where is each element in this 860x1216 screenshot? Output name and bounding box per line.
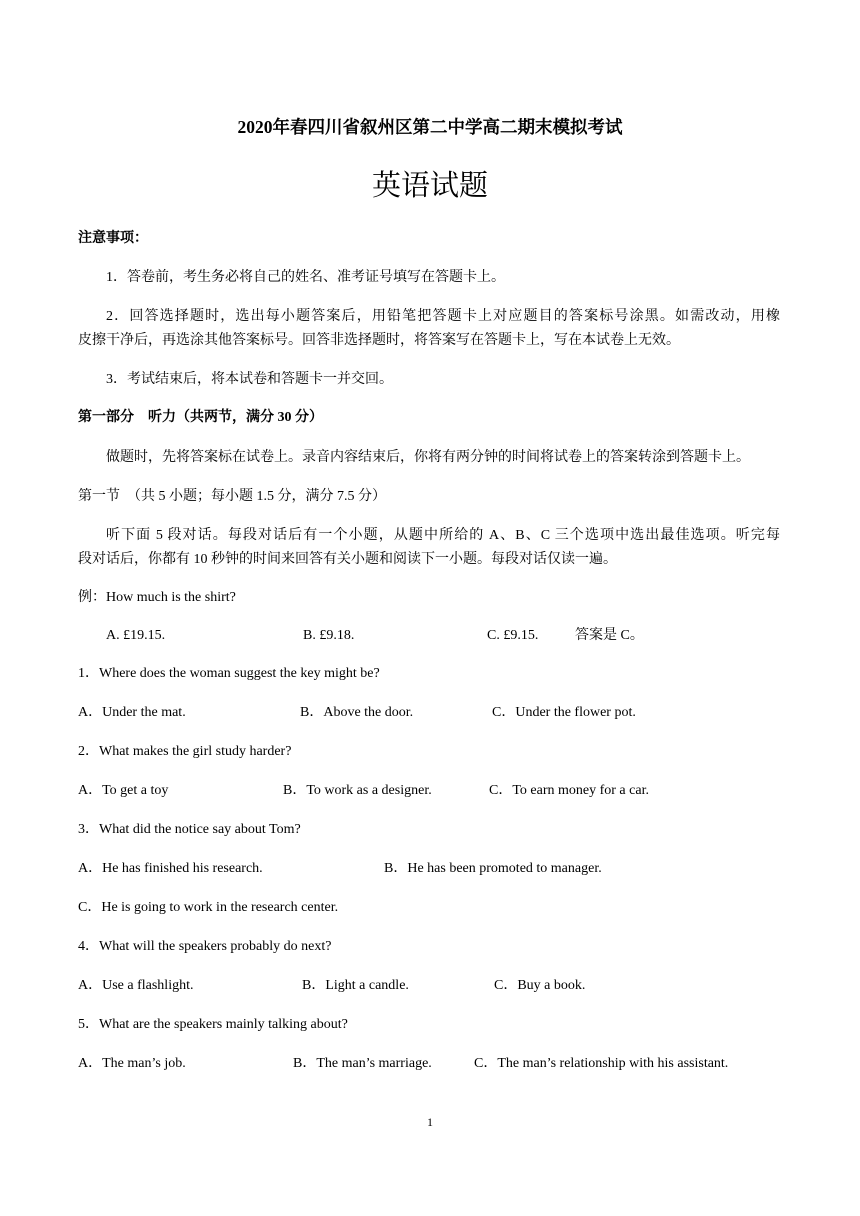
question-option: A．He has finished his research. [78, 861, 263, 876]
page-number: 1 [427, 1115, 433, 1129]
question-stem: 1．Where does the woman suggest the key might be? [78, 666, 380, 681]
notice-heading: 注意事项： [78, 231, 148, 246]
section1-instruction-line-2: 段对话后，你都有 10 秒钟的时间来回答有关小题和阅读下一小题。每段对话仅读一遍。 [78, 552, 617, 567]
question-option: C．He is going to work in the research center. [78, 900, 339, 915]
question-option: A．The man’s job. [78, 1056, 186, 1071]
question-option: B．Above the door. [300, 705, 414, 720]
question-option: B．He has been promoted to manager. [384, 861, 602, 876]
example-option-b: B. £9.18. [303, 628, 355, 643]
example-question: 例：How much is the shirt? [78, 590, 236, 605]
question-stem: 2．What makes the girl study harder? [78, 744, 292, 759]
notice-item-2-line-2: 皮擦干净后，再选涂其他答案标号。回答非选择题时，将答案写在答题卡上，写在本试卷上无效。 [78, 333, 680, 348]
question-option: A．Under the mat. [78, 705, 186, 720]
question-option: B．Light a candle. [302, 978, 409, 993]
question-option: C．To earn money for a car. [489, 783, 649, 798]
question-option: A．Use a flashlight. [78, 978, 194, 993]
question-option: B．To work as a designer. [283, 783, 432, 798]
section1-heading: 第一节 （共 5 小题；每小题 1.5 分，满分 7.5 分） [78, 489, 386, 504]
question-option: C．The man’s relationship with his assistant. [474, 1056, 729, 1071]
exam-subject-title: 英语试题 [371, 170, 488, 202]
question-option: A．To get a toy [78, 783, 169, 798]
notice-item-2-line-1: 2．回答选择题时，选出每小题答案后，用铅笔把答题卡上对应题目的答案标号涂黑。如需改动，用橡 [106, 309, 780, 324]
section1-instruction-line-1: 听下面 5 段对话。每段对话后有一个小题，从题中所给的 A、B、C 三个选项中选出最佳选项。听完每 [106, 528, 780, 543]
question-option: C．Buy a book. [494, 978, 586, 993]
question-option: B．The man’s marriage. [293, 1056, 432, 1071]
example-option-a: A. £19.15. [106, 628, 166, 643]
question-stem: 3．What did the notice say about Tom? [78, 822, 301, 837]
notice-item-3: 3．考试结束后，将本试卷和答题卡一并交回。 [106, 372, 393, 387]
notice-item-1: 1．答卷前，考生务必将自己的姓名、准考证号填写在答题卡上。 [106, 270, 505, 285]
part1-instruction: 做题时，先将答案标在试卷上。录音内容结束后，你将有两分钟的时间将试卷上的答案转涂到答题卡上。 [106, 450, 750, 465]
exam-title: 2020年春四川省叙州区第二中学高二期末模拟考试 [237, 117, 623, 137]
question-stem: 4．What will the speakers probably do next? [78, 939, 332, 954]
question-option: C．Under the flower pot. [492, 705, 636, 720]
example-option-c: C. £9.15. [487, 628, 539, 643]
example-answer: 答案是 C。 [575, 628, 644, 643]
part1-heading: 第一部分 听力（共两节，满分 30 分） [78, 410, 323, 425]
question-stem: 5．What are the speakers mainly talking about? [78, 1017, 348, 1032]
